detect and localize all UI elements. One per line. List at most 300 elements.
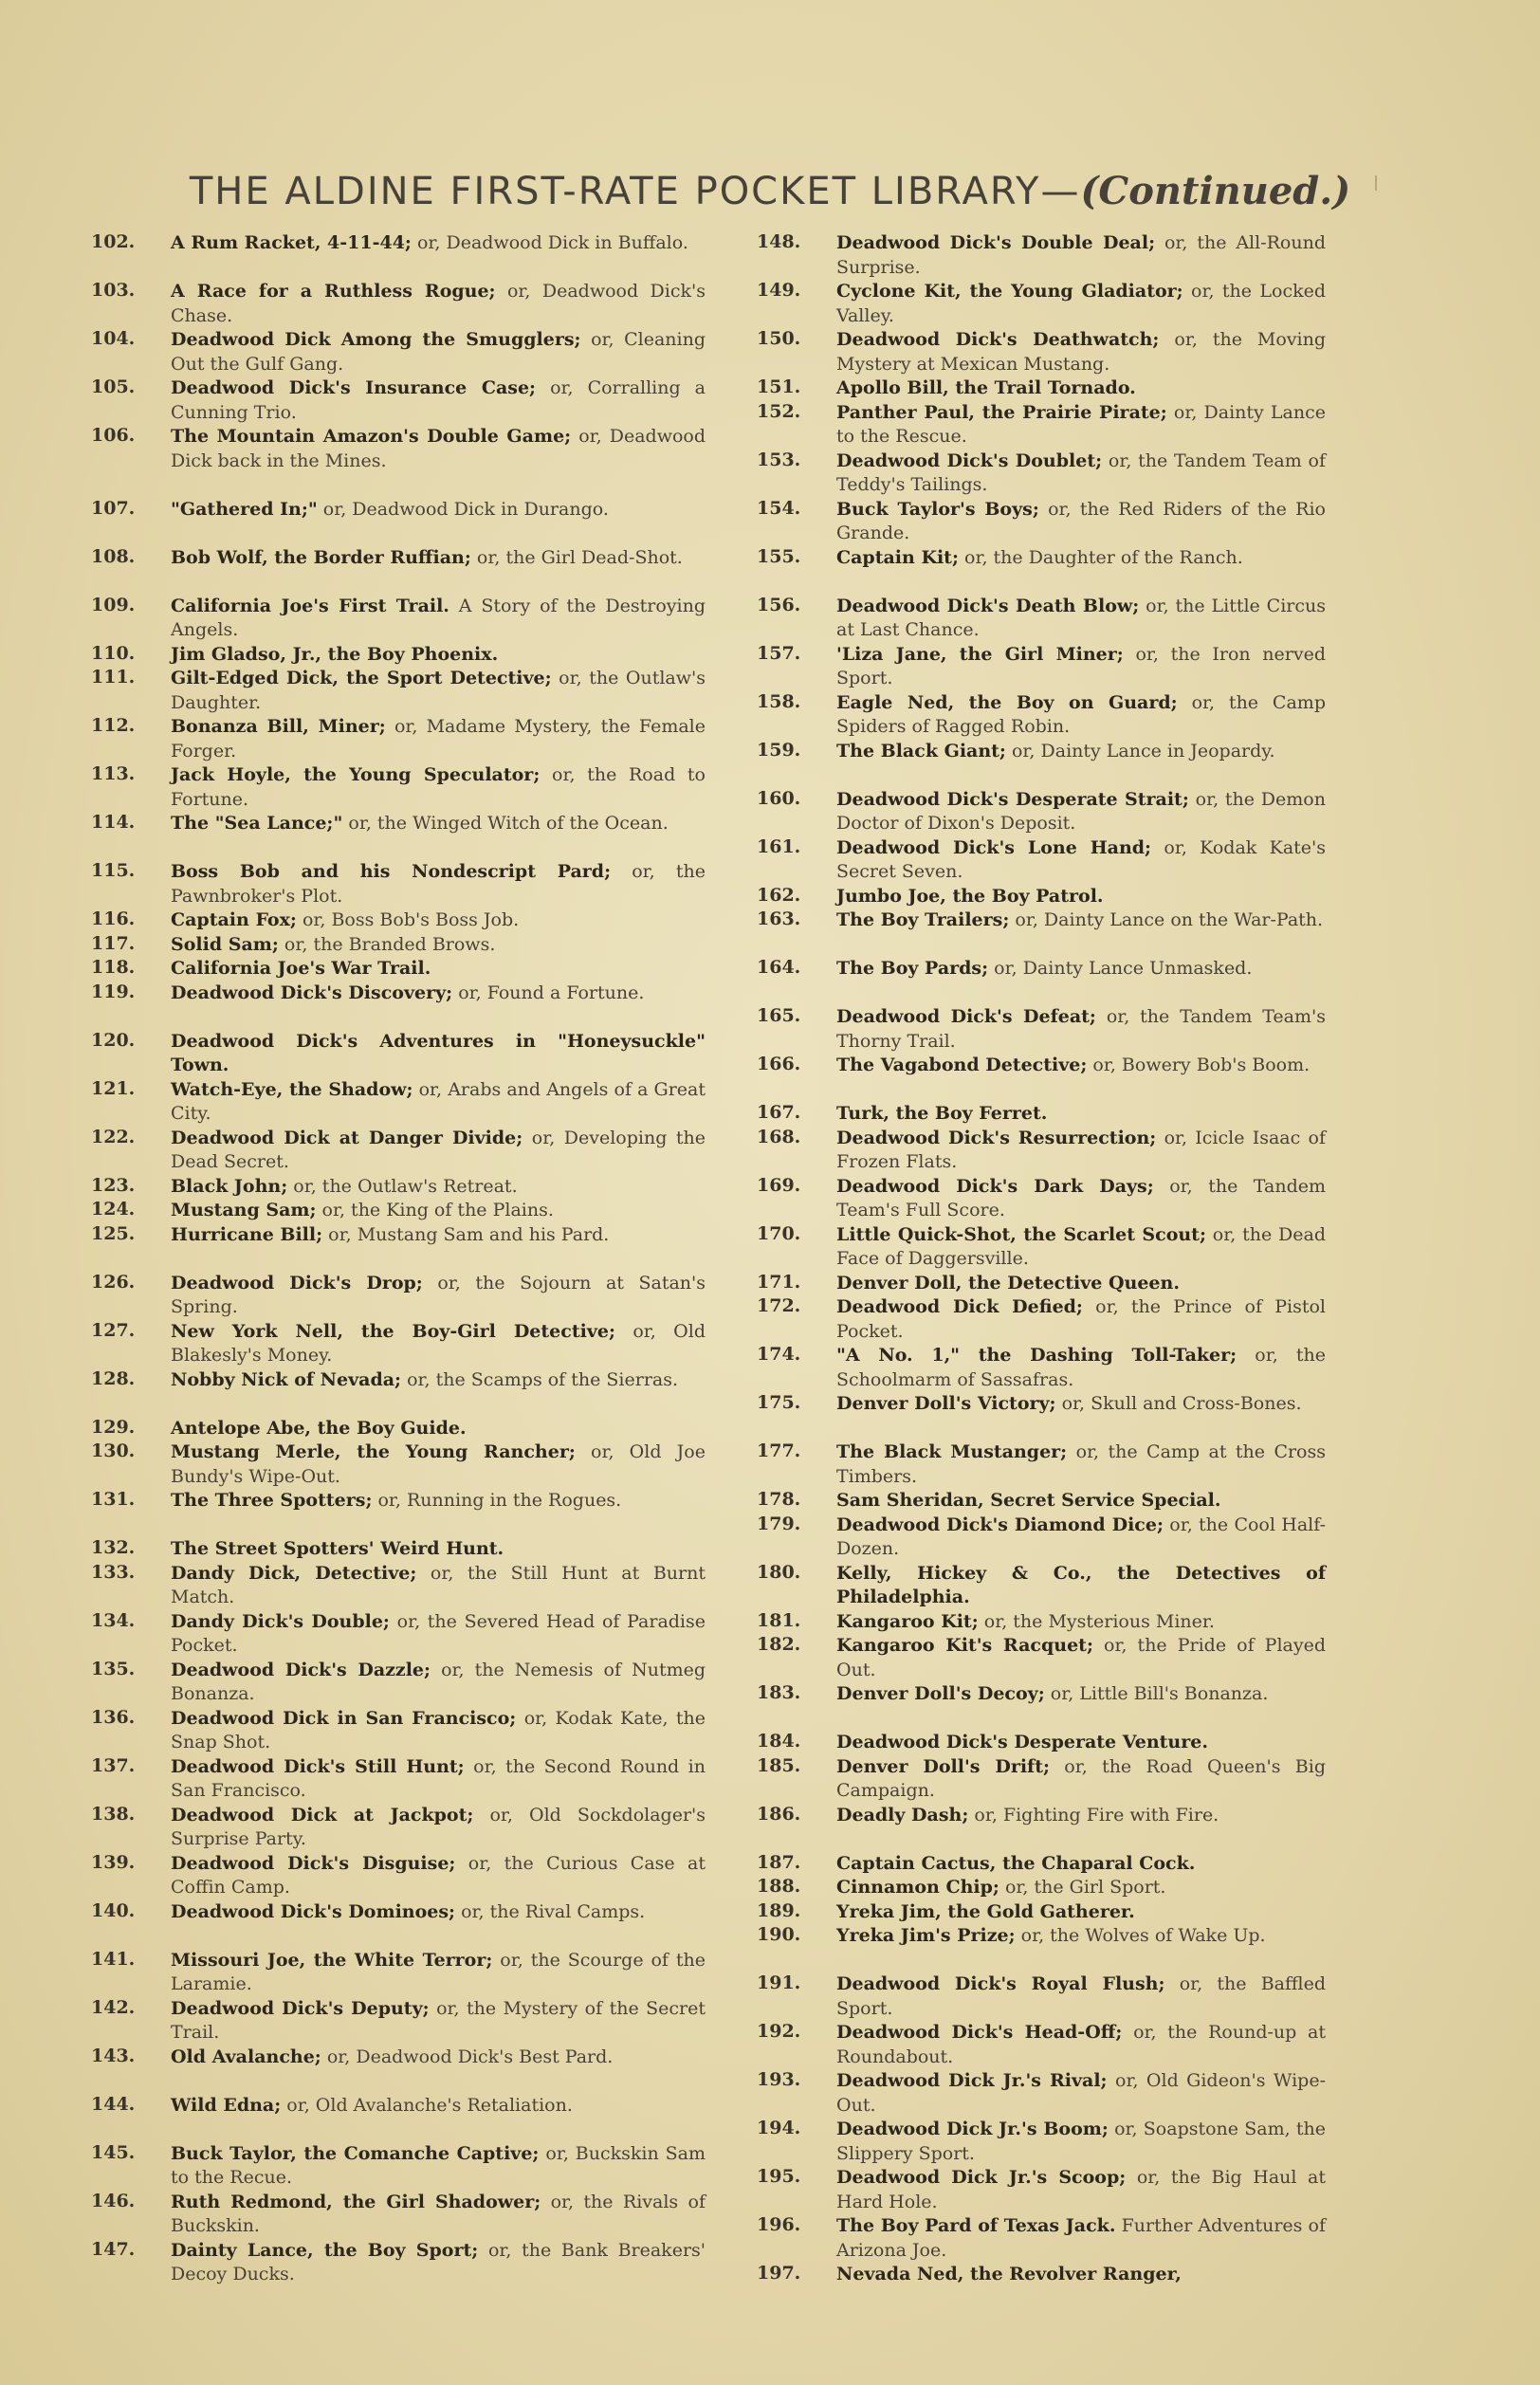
entry-title: Cyclone Kit, the Young Gladiator; — [836, 281, 1183, 302]
catalog-entry — [91, 546, 706, 571]
entry-number: 187. — [757, 1851, 801, 1873]
catalog-entry — [757, 280, 1326, 328]
entry-number: 193. — [757, 2069, 801, 2090]
entry-subtitle: or, the Iron nerved Sport. — [836, 643, 1326, 688]
entry-subtitle: or, Buckskin Sam to the Recue. — [171, 2142, 706, 2188]
entry-number: 130. — [91, 1440, 136, 1461]
entry-title: Deadwood Dick's Doublet; — [836, 449, 1103, 471]
entry-number: 149. — [757, 280, 801, 301]
catalog-entry — [91, 1030, 706, 1078]
entry-number: 103. — [91, 280, 136, 301]
entry-subtitle: or, the Big Haul at Hard Hole. — [836, 2167, 1326, 2212]
entry-number: 159. — [757, 739, 801, 761]
catalog-entry — [757, 1005, 1326, 1054]
entry-number: 163. — [757, 908, 801, 929]
entry-text — [836, 885, 1326, 909]
catalog-entry — [91, 957, 706, 982]
entry-title: Deadwood Dick's Insurance Case; — [171, 377, 537, 398]
entry-title: Deadwood Dick's Dominoes; — [171, 1900, 456, 1922]
entry-number: 109. — [91, 594, 136, 615]
entry-number: 136. — [91, 1706, 136, 1728]
entry-subtitle: or, the Girl Sport. — [999, 1877, 1166, 1898]
entry-text — [171, 643, 706, 668]
entry-subtitle: or, Running in the Rogues. — [372, 1490, 622, 1511]
entry-text — [171, 1175, 706, 1200]
entry-title: Jack Hoyle, the Young Speculator; — [171, 764, 541, 785]
catalog-entry — [757, 1804, 1326, 1828]
entry-subtitle: or, the Mystery of the Secret Trail. — [171, 1997, 706, 2043]
entry-number: 194. — [757, 2118, 801, 2138]
entry-number: 105. — [91, 376, 136, 397]
entry-number: 172. — [757, 1295, 801, 1316]
entry-title: Deadwood Dick Among the Smugglers; — [171, 329, 581, 350]
entry-subtitle: or, the Wolves of Wake Up. — [1015, 1925, 1266, 1946]
catalog-entry — [757, 2118, 1326, 2166]
entry-title: The Boy Pard of Texas Jack. — [836, 2215, 1116, 2236]
entry-text — [836, 2166, 1326, 2214]
entry-title: Solid Sam; — [171, 933, 279, 955]
entry-number: 154. — [757, 497, 801, 519]
entry-title: Deadwood Dick's Deathwatch; — [836, 329, 1160, 350]
entry-number: 157. — [757, 642, 801, 664]
entry-title: Deadwood Dick's Adventures in "Honeysuckle" Town. — [171, 1030, 706, 1075]
entry-title: Denver Doll's Victory; — [836, 1393, 1056, 1414]
entry-number: 133. — [91, 1561, 136, 1583]
entry-text — [171, 2191, 706, 2239]
entry-number: 153. — [757, 449, 801, 470]
entry-title: Boss Bob and his Nondescript Pard; — [171, 861, 612, 882]
entry-number: 196. — [757, 2214, 801, 2235]
catalog-entry — [91, 425, 706, 473]
entry-title: Deadwood Dick at Jackpot; — [171, 1804, 474, 1825]
entry-title: The Boy Trailers; — [836, 909, 1010, 930]
catalog-entry — [91, 376, 706, 425]
catalog-entry — [91, 1175, 706, 1200]
entry-text — [836, 595, 1326, 643]
entry-text — [836, 401, 1326, 449]
entry-text — [171, 425, 706, 473]
catalog-entry — [91, 1368, 706, 1393]
catalog-entry — [757, 1489, 1326, 1514]
entry-subtitle: or, Icicle Isaac of Frozen Flats. — [836, 1127, 1326, 1172]
entry-subtitle: or, the Round-up at Roundabout. — [836, 2022, 1326, 2067]
entry-text — [171, 2239, 706, 2287]
entry-text — [836, 1102, 1326, 1127]
entry-number: 180. — [757, 1561, 801, 1583]
entry-text — [836, 1804, 1326, 1828]
catalog-entry — [757, 2263, 1326, 2287]
entry-title: Dainty Lance, the Boy Sport; — [171, 2239, 479, 2261]
entry-text — [171, 812, 706, 836]
entry-text — [836, 1054, 1326, 1078]
entry-text — [171, 1320, 706, 1368]
entry-number: 112. — [91, 715, 136, 736]
catalog-entry — [91, 1997, 706, 2046]
entry-number: 139. — [91, 1851, 136, 1873]
entry-title: Deadwood Dick's Death Blow; — [836, 595, 1140, 616]
entry-subtitle: or, Old Joe Bundy's Wipe-Out. — [171, 1441, 706, 1487]
catalog-entry — [91, 595, 706, 643]
entry-subtitle: or, the Red Riders of the Rio Grande. — [836, 498, 1326, 543]
entry-number: 111. — [91, 667, 136, 688]
catalog-entry — [757, 1440, 1326, 1489]
entry-text — [836, 1562, 1326, 1610]
catalog-entry — [91, 2142, 706, 2191]
entry-text — [836, 1514, 1326, 1562]
entry-text — [171, 231, 706, 256]
entry-title: Deadly Dash; — [836, 1804, 969, 1825]
entry-subtitle: or, the Severed Head of Paradise Pocket. — [171, 1610, 706, 1656]
entry-text — [171, 957, 706, 982]
catalog-entry — [91, 1489, 706, 1514]
entry-subtitle: or, the Still Hunt at Burnt Match. — [171, 1562, 706, 1607]
entry-text — [836, 1005, 1326, 1054]
entry-title: Denver Doll's Drift; — [836, 1755, 1051, 1777]
entry-number: 124. — [91, 1199, 136, 1220]
entry-text — [836, 280, 1326, 328]
entry-number: 171. — [757, 1271, 801, 1293]
entry-number: 147. — [91, 2238, 136, 2260]
entry-number: 170. — [757, 1222, 801, 1244]
catalog-entry — [757, 788, 1326, 836]
catalog-entry — [757, 2214, 1326, 2263]
entry-text — [836, 1876, 1326, 1900]
entry-number: 117. — [91, 932, 136, 954]
entry-subtitle: or, the Pawnbroker's Plot. — [171, 861, 706, 907]
catalog-entry — [757, 740, 1326, 764]
entry-title: Panther Paul, the Prairie Pirate; — [836, 401, 1167, 423]
entry-title: Cinnamon Chip; — [836, 1877, 999, 1898]
catalog-entry — [757, 498, 1326, 546]
entry-title: Deadwood Dick Jr.'s Scoop; — [836, 2167, 1127, 2188]
catalog-entry — [91, 231, 706, 256]
entry-text — [171, 1997, 706, 2046]
catalog-entry — [91, 1900, 706, 1925]
catalog-entry — [757, 1514, 1326, 1562]
entry-number: 191. — [757, 1972, 801, 1993]
catalog-entry — [91, 1755, 706, 1804]
entry-subtitle: or, the Bank Breakers' Decoy Ducks. — [171, 2239, 706, 2284]
catalog-entry — [757, 1223, 1326, 1272]
entry-text — [836, 1175, 1326, 1223]
entry-title: Sam Sheridan, Secret Service Special. — [836, 1490, 1221, 1511]
entry-text — [171, 1707, 706, 1755]
catalog-entry — [757, 595, 1326, 643]
entry-title: Apollo Bill, the Trail Tornado. — [836, 377, 1136, 398]
entry-number: 188. — [757, 1876, 801, 1897]
entry-title: Deadwood Dick Defied; — [836, 1296, 1083, 1317]
catalog-entry — [91, 1949, 706, 1997]
entry-text — [836, 449, 1326, 498]
entry-title: Ruth Redmond, the Girl Shadower; — [171, 2191, 541, 2212]
entry-number: 181. — [757, 1609, 801, 1631]
entry-title: Kelly, Hickey & Co., the Detectives of Philadelphia. — [836, 1562, 1326, 1607]
entry-number: 162. — [757, 884, 801, 906]
entry-number: 192. — [757, 2021, 801, 2042]
entry-number: 141. — [91, 1948, 136, 1970]
entry-title: Deadwood Dick's Defeat; — [836, 1006, 1096, 1027]
catalog-entry — [757, 1562, 1326, 1610]
catalog-entry — [757, 231, 1326, 280]
entry-text — [836, 908, 1326, 933]
entry-subtitle: or, Deadwood Dick's Chase. — [171, 281, 706, 326]
entry-text — [836, 1610, 1326, 1635]
entry-number: 158. — [757, 690, 801, 712]
catalog-entry — [757, 908, 1326, 933]
entry-number: 122. — [91, 1126, 136, 1147]
catalog-entry — [91, 643, 706, 668]
entry-subtitle: or, Deadwood Dick in Buffalo. — [411, 232, 688, 253]
entry-number: 129. — [91, 1416, 136, 1438]
entry-text — [171, 1223, 706, 1248]
entry-subtitle: or, Boss Bob's Boss Job. — [296, 909, 520, 930]
entry-number: 104. — [91, 328, 136, 349]
catalog-entry — [757, 836, 1326, 885]
entry-subtitle: or, the Cool Half-Dozen. — [836, 1514, 1326, 1559]
entry-text — [171, 1562, 706, 1610]
entry-number: 169. — [757, 1174, 801, 1196]
entry-subtitle: or, the King of the Plains. — [316, 1200, 554, 1220]
catalog-entry — [91, 328, 706, 376]
entry-number: 184. — [757, 1731, 801, 1752]
entry-title: Deadwood Dick's Double Deal; — [836, 232, 1156, 253]
entry-number: 106. — [91, 425, 136, 446]
catalog-entry — [757, 376, 1326, 401]
entry-number: 165. — [757, 1005, 801, 1026]
entry-subtitle: or, Deadwood Dick in Durango. — [317, 498, 609, 520]
entry-subtitle: or, Deadwood Dick back in the Mines. — [171, 426, 706, 471]
entry-title: Black John; — [171, 1175, 288, 1197]
entry-title: Deadwood Dick's Desperate Strait; — [836, 788, 1189, 810]
entry-text — [836, 1634, 1326, 1682]
entry-number: 175. — [757, 1392, 801, 1413]
catalog-entry — [757, 1295, 1326, 1344]
entry-title: Deadwood Dick at Danger Divide; — [171, 1127, 523, 1148]
entry-subtitle: or, the Outlaw's Daughter. — [171, 668, 706, 713]
entry-text — [171, 982, 706, 1006]
catalog-entry — [757, 957, 1326, 982]
entry-text — [836, 2021, 1326, 2069]
catalog-entry — [91, 933, 706, 958]
entry-title: Kangaroo Kit's Racquet; — [836, 1635, 1093, 1656]
entry-number: 174. — [757, 1344, 801, 1365]
entry-title: Deadwood Dick's Lone Hand; — [836, 836, 1152, 858]
entry-title: Deadwood Dick in San Francisco; — [171, 1707, 517, 1729]
entry-title: Captain Kit; — [836, 546, 959, 568]
entry-text — [836, 1731, 1326, 1755]
entry-title: Antelope Abe, the Boy Guide. — [171, 1417, 467, 1439]
entry-title: Buck Taylor, the Comanche Captive; — [171, 2142, 540, 2164]
entry-text — [836, 1272, 1326, 1296]
entry-title: Deadwood Dick's Drop; — [171, 1272, 423, 1293]
entry-number: 121. — [91, 1077, 136, 1099]
entry-number: 178. — [757, 1489, 801, 1510]
entry-subtitle: Further Adventures of Arizona Joe. — [836, 2215, 1326, 2261]
catalog-entry — [91, 1659, 706, 1707]
entry-title: Deadwood Dick's Still Hunt; — [171, 1755, 465, 1777]
catalog-entry — [757, 449, 1326, 498]
entry-number: 126. — [91, 1271, 136, 1293]
entry-subtitle: A Story of the Destroying Angels. — [171, 595, 706, 640]
entry-subtitle: or, the Camp Spiders of Ragged Robin. — [836, 691, 1326, 737]
entry-title: "A No. 1," the Dashing Toll-Taker; — [836, 1345, 1238, 1366]
entry-title: Captain Fox; — [171, 909, 297, 930]
entry-number: 144. — [91, 2093, 136, 2115]
entry-text — [836, 1392, 1326, 1417]
entry-text — [836, 788, 1326, 836]
entry-text — [171, 1127, 706, 1175]
entry-number: 177. — [757, 1440, 801, 1461]
entry-subtitle: or, the Prince of Pistol Pocket. — [836, 1296, 1326, 1342]
entry-text — [171, 908, 706, 933]
entry-subtitle: or, the Outlaw's Retreat. — [287, 1175, 518, 1197]
entry-subtitle: or, the Winged Witch of the Ocean. — [342, 813, 669, 834]
entry-number: 113. — [91, 763, 136, 784]
entry-subtitle: or, the Scourge of the Laramie. — [171, 1949, 706, 1994]
entry-title: Nevada Ned, the Revolver Ranger, — [836, 2264, 1182, 2284]
entry-text — [836, 1440, 1326, 1489]
entry-subtitle: or, the Locked Valley. — [836, 281, 1327, 326]
entry-subtitle: or, the Tandem Team's Thorny Trail. — [836, 1006, 1326, 1052]
entry-text — [171, 328, 706, 376]
catalog-entry — [757, 1755, 1326, 1804]
catalog-entry — [91, 2094, 706, 2119]
entry-number: 179. — [757, 1513, 801, 1534]
entry-text — [171, 376, 706, 425]
entry-title: Deadwood Dick's Disguise; — [171, 1852, 456, 1874]
entry-number: 110. — [91, 642, 136, 664]
entry-subtitle: or, Deadwood Dick's Best Pard. — [321, 2046, 614, 2067]
entry-title: Deadwood Dick's Dark Days; — [836, 1175, 1154, 1197]
catalog-entry — [757, 1344, 1326, 1392]
entry-text — [171, 1368, 706, 1393]
entry-title: Buck Taylor's Boys; — [836, 498, 1039, 520]
entry-text — [836, 376, 1326, 401]
entry-title: Denver Doll's Decoy; — [836, 1683, 1045, 1704]
entry-number: 189. — [757, 1899, 801, 1921]
entry-text — [836, 1127, 1326, 1175]
catalog-entry — [91, 1610, 706, 1659]
entry-text — [836, 546, 1326, 571]
catalog-entry — [91, 1707, 706, 1755]
catalog-entry — [91, 280, 706, 328]
catalog-entry — [757, 401, 1326, 449]
entry-number: 132. — [91, 1537, 136, 1558]
entry-title: Turk, the Boy Ferret. — [836, 1103, 1048, 1124]
entry-title: 'Liza Jane, the Girl Miner; — [836, 643, 1124, 665]
entry-number: 142. — [91, 1996, 136, 2018]
entry-number: 115. — [91, 860, 136, 881]
entry-subtitle: or, Dainty Lance to the Rescue. — [836, 401, 1327, 447]
entry-subtitle: or, the Daughter of the Ranch. — [958, 546, 1243, 568]
entry-subtitle: or, Dainty Lance Unmasked. — [988, 958, 1253, 979]
entry-subtitle: or, Soapstone Sam, the Slippery Sport. — [836, 2119, 1326, 2164]
entry-subtitle: or, Kodak Kate's Secret Seven. — [836, 836, 1327, 882]
entry-text — [836, 2214, 1326, 2263]
entry-text — [836, 1295, 1326, 1344]
entry-title: Bob Wolf, the Border Ruffian; — [171, 546, 471, 568]
entry-number: 127. — [91, 1319, 136, 1341]
entry-subtitle: or, the Demon Doctor of Dixon's Deposit. — [836, 788, 1326, 834]
entry-text — [836, 1682, 1326, 1707]
entry-title: Deadwood Dick's Discovery; — [171, 982, 453, 1003]
entry-subtitle: or, Mustang Sam and his Pard. — [322, 1223, 610, 1245]
catalog-entry — [91, 1440, 706, 1489]
entry-title: Eagle Ned, the Boy on Guard; — [836, 691, 1178, 713]
entry-title: Mustang Sam; — [171, 1200, 317, 1220]
catalog-entry — [757, 1924, 1326, 1949]
entry-subtitle: or, Little Bill's Bonanza. — [1044, 1683, 1269, 1704]
catalog-entry — [757, 1876, 1326, 1900]
entry-title: Deadwood Dick Jr.'s Rival; — [836, 2070, 1108, 2091]
catalog-entry — [91, 1537, 706, 1562]
entry-subtitle: or, the Second Round in San Francisco. — [171, 1755, 706, 1801]
entry-number: 116. — [91, 908, 136, 929]
entry-subtitle: or, the Curious Case at Coffin Camp. — [171, 1852, 706, 1898]
catalog-entry — [757, 1175, 1326, 1223]
entry-number: 195. — [757, 2166, 801, 2187]
entry-title: Deadwood Dick's Deputy; — [171, 1997, 430, 2019]
catalog-entry — [91, 763, 706, 812]
entry-number: 148. — [757, 231, 801, 252]
entry-subtitle: or, Dainty Lance in Jeopardy. — [1005, 740, 1275, 761]
entry-number: 131. — [91, 1489, 136, 1510]
entry-text — [171, 2094, 706, 2119]
entry-number: 123. — [91, 1174, 136, 1196]
entry-title: Deadwood Dick's Desperate Venture. — [836, 1732, 1208, 1752]
entry-title: "Gathered In;" — [171, 498, 318, 520]
entry-number: 183. — [757, 1682, 801, 1703]
entry-subtitle: or, the Scamps of the Sierras. — [401, 1368, 679, 1390]
catalog-entry — [757, 2069, 1326, 2118]
entry-text — [836, 328, 1326, 376]
catalog-entry — [91, 2191, 706, 2239]
entry-title: Denver Doll, the Detective Queen. — [836, 1272, 1180, 1293]
catalog-entry — [757, 1731, 1326, 1755]
entry-number: 182. — [757, 1634, 801, 1655]
entry-text — [171, 1199, 706, 1223]
entry-subtitle: or, the Road Queen's Big Campaign. — [836, 1755, 1326, 1801]
entry-title: Mustang Merle, the Young Rancher; — [171, 1441, 576, 1462]
entry-subtitle: or, Kodak Kate, the Snap Shot. — [171, 1707, 706, 1752]
entry-subtitle: or, the Tandem Team of Teddy's Tailings. — [836, 449, 1326, 495]
catalog-entry — [757, 546, 1326, 571]
entry-text — [836, 231, 1326, 280]
entry-text — [171, 2046, 706, 2070]
entry-text — [836, 1344, 1326, 1392]
entry-text — [171, 1417, 706, 1441]
entry-text — [836, 836, 1326, 885]
entry-text — [836, 2118, 1326, 2166]
entry-number: 151. — [757, 376, 801, 397]
catalog-entry — [91, 1320, 706, 1368]
entry-text — [171, 1030, 706, 1078]
entry-text — [171, 667, 706, 715]
catalog-entry — [757, 1634, 1326, 1682]
catalog-entry — [91, 1852, 706, 1900]
entry-title: Kangaroo Kit; — [836, 1610, 979, 1632]
entry-subtitle: or, the Mysterious Miner. — [978, 1610, 1215, 1632]
entry-title: Wild Edna; — [171, 2094, 282, 2116]
catalog-entry — [91, 1223, 706, 1248]
entry-subtitle: or, the Rivals of Buckskin. — [171, 2191, 706, 2236]
catalog-entry — [757, 1127, 1326, 1175]
catalog-entry — [757, 1272, 1326, 1296]
entry-title: Hurricane Bill; — [171, 1223, 323, 1245]
entry-number: 114. — [91, 812, 136, 833]
catalog-entry — [757, 1102, 1326, 1127]
entry-text — [836, 1900, 1326, 1925]
